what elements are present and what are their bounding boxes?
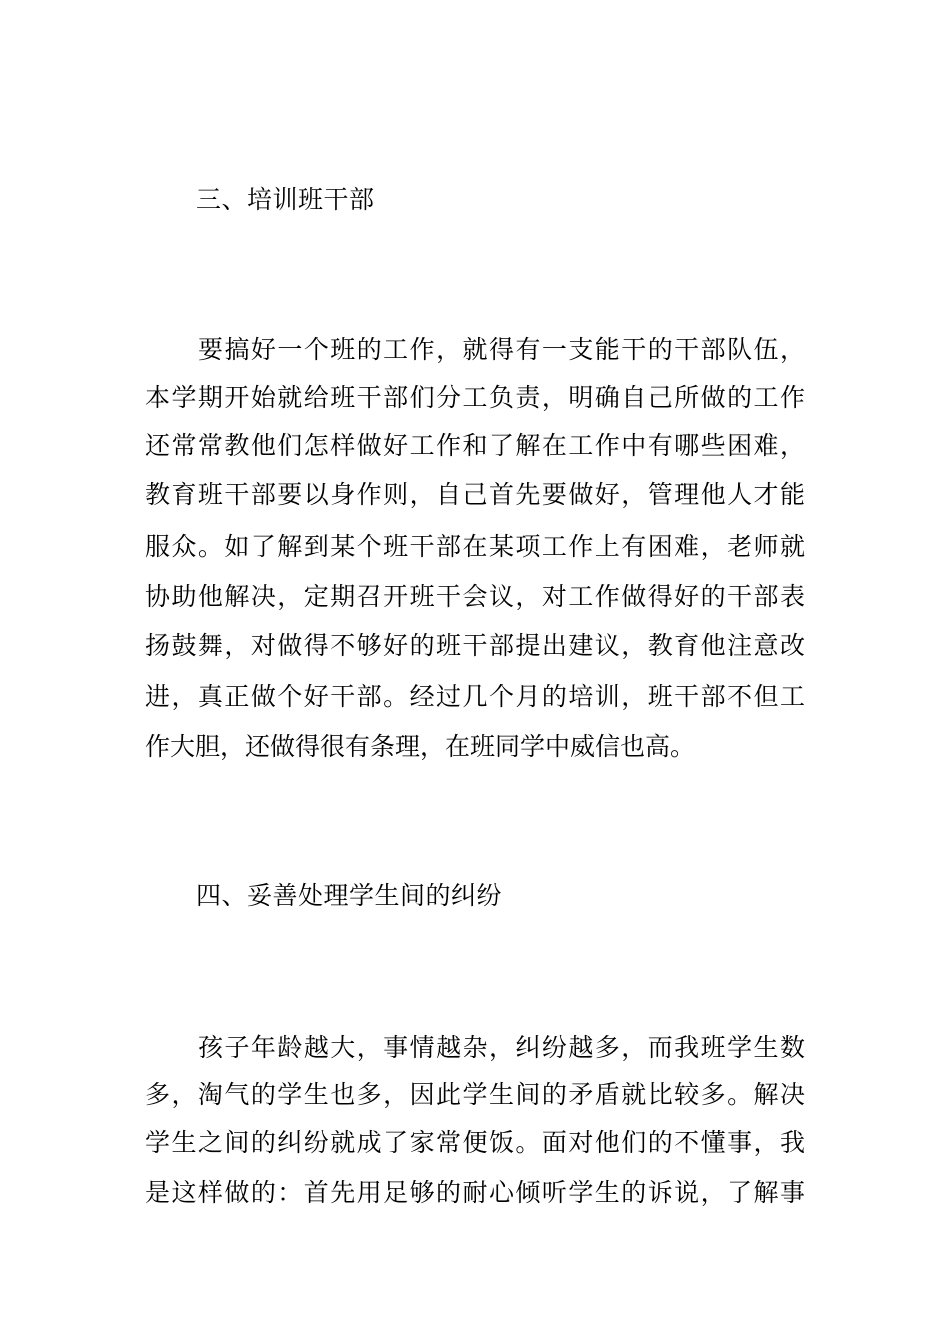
paragraph-line: 学生之间的纠纷就成了家常便饭。面对他们的不懂事，我 [145,1128,805,1157]
paragraph-line: 要搞好一个班的工作，就得有一支能干的干部队伍， [198,335,805,364]
section-heading-4: 四、妥善处理学生间的纠纷 [196,881,503,910]
paragraph-line: 服众。如了解到某个班干部在某项工作上有困难，老师就 [145,532,805,561]
paragraph-line: 进，真正做个好干部。经过几个月的培训，班干部不但工 [145,682,805,711]
paragraph-line: 是这样做的：首先用足够的耐心倾听学生的诉说，了解事 [145,1178,805,1207]
paragraph-line: 多，淘气的学生也多，因此学生间的矛盾就比较多。解决 [145,1080,805,1109]
paragraph-line: 教育班干部要以身作则，自己首先要做好，管理他人才能 [145,480,805,509]
paragraph-line: 本学期开始就给班干部们分工负责，明确自己所做的工作 [145,383,805,412]
paragraph-line: 还常常教他们怎样做好工作和了解在工作中有哪些困难， [145,431,805,460]
paragraph-line: 孩子年龄越大，事情越杂，纠纷越多，而我班学生数 [198,1033,805,1062]
paragraph-line: 作大胆，还做得很有条理，在班同学中威信也高。 [145,732,696,761]
paragraph-line: 协助他解决，定期召开班干会议，对工作做得好的干部表 [145,582,805,611]
section-heading-3: 三、培训班干部 [196,185,375,214]
paragraph-line: 扬鼓舞，对做得不够好的班干部提出建议，教育他注意改 [145,631,805,660]
